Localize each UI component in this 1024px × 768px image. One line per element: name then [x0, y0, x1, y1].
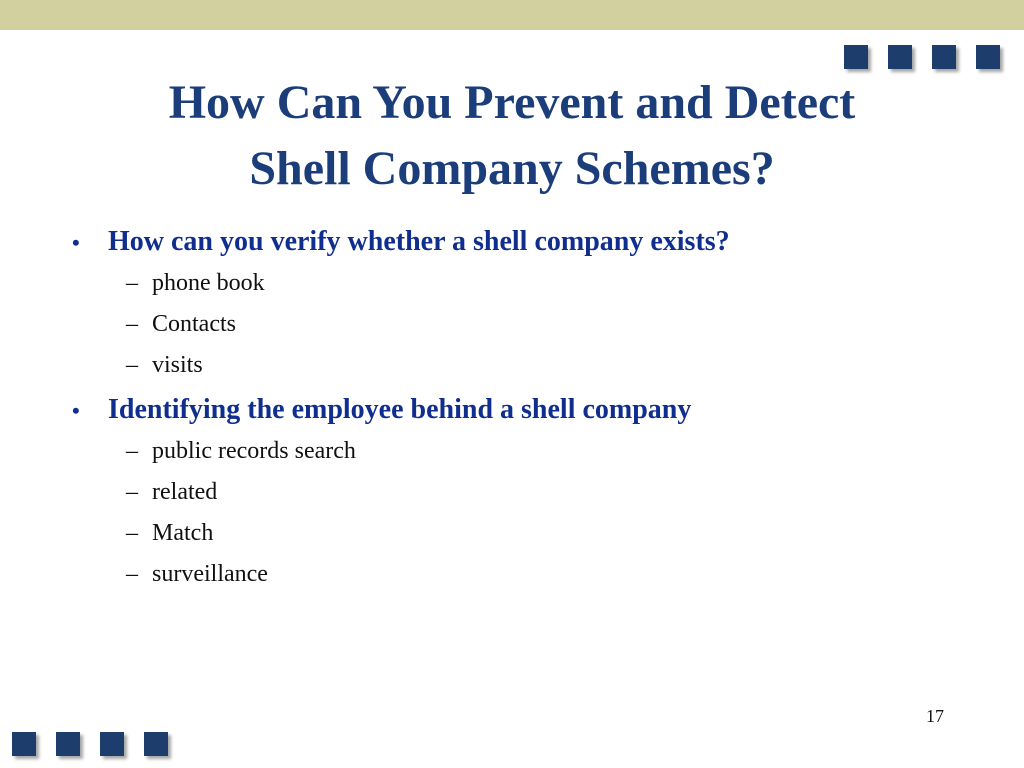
bullet-item	[72, 390, 972, 431]
bullet-mark: •	[72, 398, 80, 423]
dash-mark: –	[126, 270, 138, 296]
slide-content	[72, 222, 972, 599]
sub-item-text: related	[152, 479, 218, 505]
sub-item-text: surveillance	[152, 561, 268, 587]
sub-item-text: Contacts	[152, 311, 236, 337]
bullet-mark: •	[72, 230, 80, 255]
dash-mark: –	[126, 352, 138, 378]
decorative-square	[888, 45, 912, 69]
top-right-squares	[844, 45, 1000, 69]
bullet-text: Identifying the employee behind a shell company	[108, 394, 692, 425]
sub-item	[72, 345, 972, 386]
sub-item	[72, 554, 972, 595]
decorative-square	[976, 45, 1000, 69]
slide-title	[60, 70, 964, 202]
page-number: 17	[926, 706, 944, 726]
dash-mark: –	[126, 438, 138, 464]
decorative-square	[56, 732, 80, 756]
dash-mark: –	[126, 520, 138, 546]
sub-item	[72, 472, 972, 513]
sub-item-text: visits	[152, 352, 203, 378]
sub-item	[72, 513, 972, 554]
sub-item	[72, 431, 972, 472]
dash-mark: –	[126, 311, 138, 337]
sub-item	[72, 263, 972, 304]
top-decorative-bar	[0, 0, 1024, 30]
title-line-2: Shell Company Schemes?	[249, 142, 775, 195]
sub-item-text: public records search	[152, 438, 356, 464]
decorative-square	[12, 732, 36, 756]
decorative-square	[844, 45, 868, 69]
bottom-left-squares	[12, 732, 168, 756]
title-line-1: How Can You Prevent and Detect	[168, 76, 856, 129]
sub-item	[72, 304, 972, 345]
decorative-square	[932, 45, 956, 69]
bullet-text: How can you verify whether a shell company exists?	[108, 226, 730, 257]
sub-list	[72, 263, 972, 386]
bullet-item	[72, 222, 972, 263]
decorative-square	[144, 732, 168, 756]
sub-list	[72, 431, 972, 595]
dash-mark: –	[126, 479, 138, 505]
sub-item-text: Match	[152, 520, 214, 546]
decorative-square	[100, 732, 124, 756]
sub-item-text: phone book	[152, 270, 265, 296]
dash-mark: –	[126, 561, 138, 587]
